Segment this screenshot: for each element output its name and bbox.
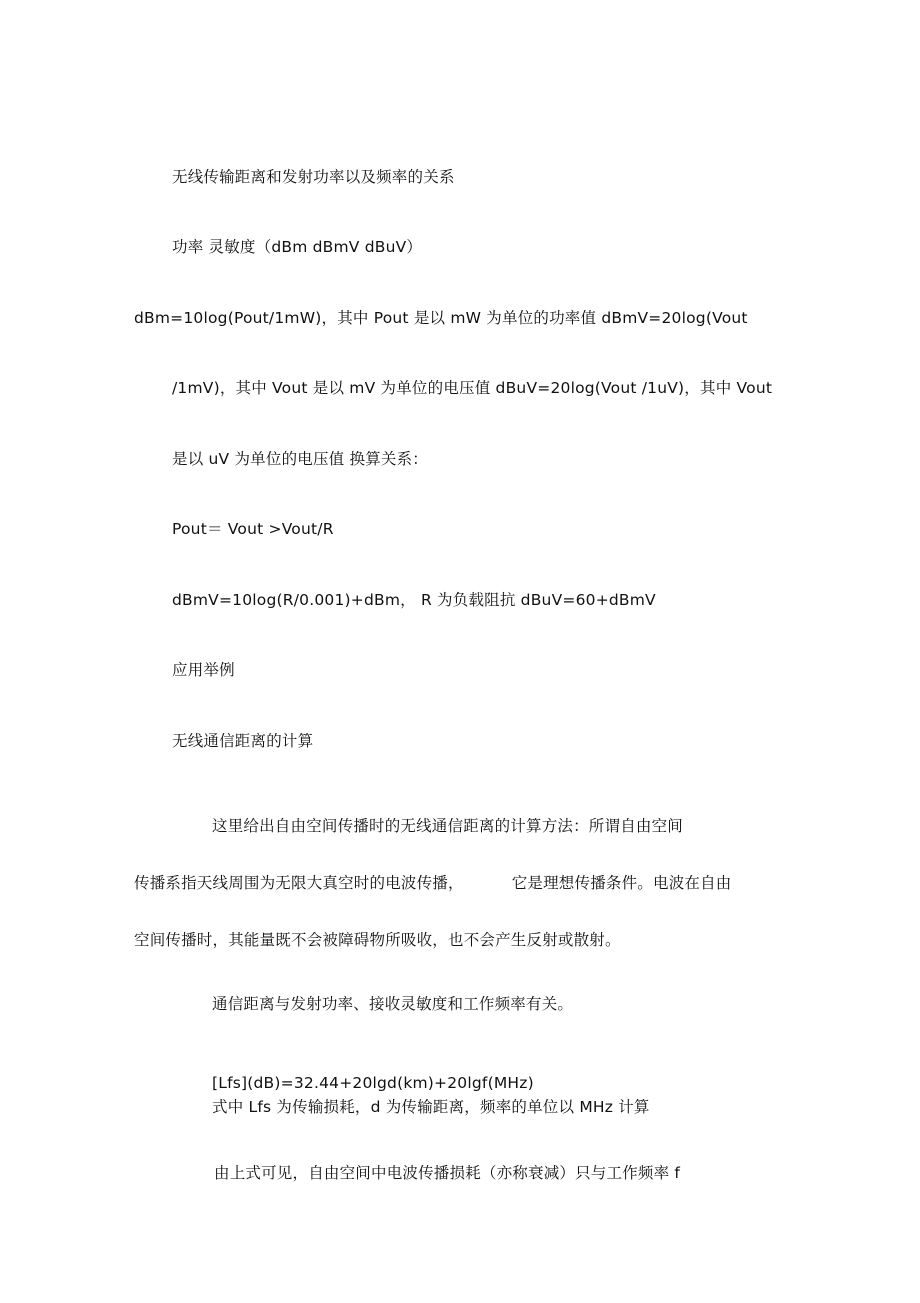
section-heading: 无线通信距离的计算 [172, 732, 314, 750]
formula-lfs: [Lfs](dB)=32.44+20lgd(km)+20lgf(MHz) [212, 1074, 534, 1092]
formula-dbmv: dBmV=10log(R/0.001)+dBm， R 为负载阻抗 dBuV=60+dBmV [172, 591, 656, 609]
paragraph-2: 通信距离与发射功率、接收灵敏度和工作频率有关。 [212, 995, 574, 1013]
paragraph-1-line-1: 这里给出自由空间传播时的无线通信距离的计算方法：所谓自由空间 [212, 817, 684, 835]
definition-line-1: dBm=10log(Pout/1mW)，其中 Pout 是以 mW 为单位的功率值 dBmV=20log(Vout [134, 309, 748, 327]
document-title: 无线传输距离和发射功率以及频率的关系 [172, 168, 455, 186]
paragraph-3: 由上式可见，自由空间中电波传播损耗（亦称衰减）只与工作频率 f [214, 1164, 681, 1182]
definition-line-2: /1mV)，其中 Vout 是以 mV 为单位的电压值 dBuV=20log(Vout /1uV)，其中 Vout [172, 379, 773, 397]
paragraph-1-line-2 [134, 873, 732, 893]
formula-note: 式中 Lfs 为传输损耗，d 为传输距离，频率的单位以 MHz 计算 [212, 1098, 650, 1116]
paragraph-1-line-2-part-a: 传播系指天线周围为无限大真空时的电波传播， [134, 874, 464, 892]
paragraph-1-line-2-part-b: 它是理想传播条件。电波在自由 [511, 874, 732, 892]
paragraph-1-line-3: 空间传播时，其能量既不会被障碍物所吸收，也不会产生反射或散射。 [134, 931, 621, 949]
example-heading: 应用举例 [172, 661, 235, 679]
formula-pout: Pout＝ Vout >Vout/R [172, 520, 334, 538]
units-heading: 功率 灵敏度（dBm dBmV dBuV） [172, 238, 423, 256]
definition-line-3: 是以 uV 为单位的电压值 换算关系： [172, 450, 429, 468]
